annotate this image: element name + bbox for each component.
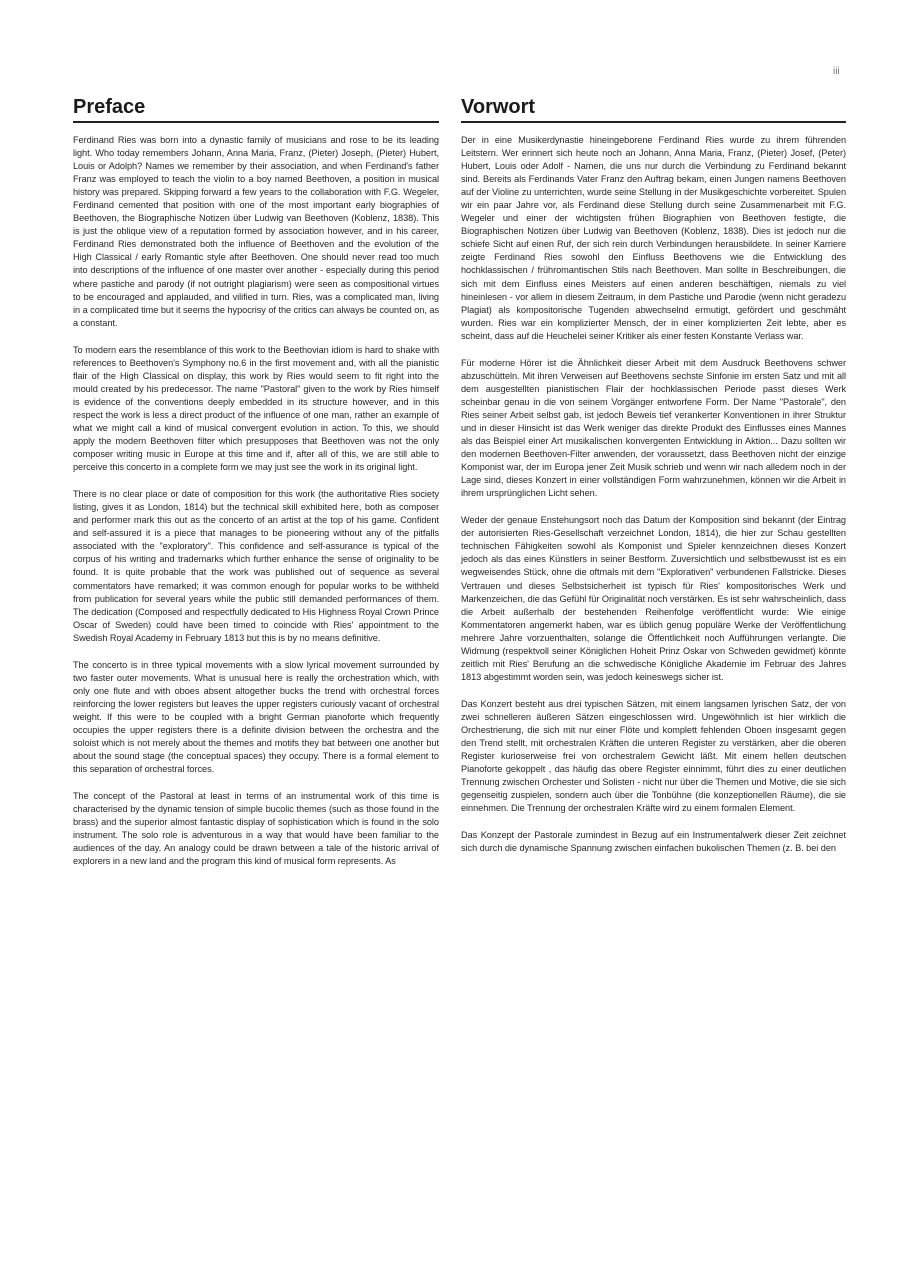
preface-paragraph-2: To modern ears the resemblance of this work to the Beethovian idiom is hard to shake with references to Beethoven's Symphony no.6 in the first movement and, with all the pianistic flair of the High Classical on display, this work by Ries would seem to fit right into the mould created by his predecessor. The name "Pastoral" given to the work by Ries himself is evidence of the conventions deeply embedded in its structure however, and in this respect the work is less a direct product of the influence of one man, rather an example of what we might call a kind of musical convergent evolution in action. To this, we should apply the modern Beethoven filter which presupposes that Beethoven was not the only composer writing music in Europe at this time and if, after all of this, we are still able to perceive this concerto in a complete form we may just see the work in its original light.	[73, 344, 439, 473]
vorwort-paragraph-1: Der in eine Musikerdynastie hineingeborene Ferdinand Ries wurde zu ihrem führenden Leitstern. Wer erinnert sich heute noch an Johann, Anna Maria, Franz, (Pieter) Josef, (Peter) Hubert, Louis oder Adolf - Namen, die uns nur durch die Verbindung zu Ferdinand bekannt sind. Bereits als Ferdinands Vater Franz den Auftrag bekam, einen Jungen namens Beethoven auf der Violine zu unterrichten, wurde seine Stellung in der Musikgeschichte vorbereitet. Spulen wir ein paar Jahre vor, als Ferdinand diese Stellung durch seine Zusammenarbeit mit F.G. Wegeler und einer der wichtigsten frühen Biographien von Beethoven festigte, die Biographischen Notizen über Ludwig van Beethoven (Koblenz, 1838). Dies ist jedoch nur die schiefe Sicht auf einen Ruf, der sich rein durch Verbindungen herausbildete. In seiner Karriere zeigte Ferdinand Ries sowohl den Einfluss Beethovens wie die Entwicklung des hochklassischen / frühromantischen Stils nach Beethoven. Man sollte in Beschreibungen, die sich mit dem Einfluss eines Meisters auf einen anderen beschäftigen, niemals zu viel hineinlesen - vor allem in diesem Zeitraum, in dem Pastiche und Parodie (wenn nicht geradezu Plagiat) als kompositorische Tugenden abwechselnd ermutigt, gefördert und geschmäht wurden. Ries war ein komplizierter Mensch, der in einer komplizierten Zeit lebte, aber es scheint, dass auf die Heuchelei seiner Kritiker als einer festen Konstante Verlass war.	[461, 135, 846, 341]
preface-body	[73, 134, 439, 868]
vorwort-body	[461, 134, 846, 855]
vorwort-column	[461, 96, 846, 869]
vorwort-heading: Vorwort	[461, 96, 846, 123]
vorwort-paragraph-5: Das Konzept der Pastorale zumindest in Bezug auf ein Instrumentalwerk dieser Zeit zeichnet sich durch die dynamische Spannung zwischen einfachen bukolischen Themen (z. B. bei den	[461, 830, 846, 854]
preface-heading: Preface	[73, 96, 439, 123]
preface-paragraph-5: The concept of the Pastoral at least in terms of an instrumental work of this time is characterised by the dynamic tension of simple bucolic themes (such as those found in the brass) and the superior almost fantastic display of sophistication which is found in the solo instrument. The solo role is adventurous in a way that would have been familiar to the audiences of the day. An analogy could be drawn between a tale of the historic arrival of explorers in a new land and the program this kind of musical form represents. As	[73, 791, 439, 867]
vorwort-paragraph-3: Weder der genaue Enstehungsort noch das Datum der Komposition sind bekannt (der Eintrag der autorisierten Ries-Gesellschaft verzeichnet London, 1814), die hier zur Schau gestellten technischen Fähigkeiten sowohl als Komponist und Spieler kennzeichnen dieses Konzert jedoch als das eines Künstlers in seiner Bestform. Zuversichtlich und selbstbewusst ist es ein wegweisendes Stück, ohne die oftmals mit dem "Explorativen" verbundenen Fallstricke. Dieses Vertrauen und dieses Selbstsicherheit ist typisch für Ries' kompositorisches Werk und Markenzeichen, die das Gefühl für Originalität noch verstärken. Es ist sehr wahrscheinlich, dass die Arbeit außerhalb der bestehenden Reihenfolge veröffentlicht wurde: Wie einige Kommentatoren angemerkt haben, war es üblich genug populäre Werke der Veröffentlichung mehrere Jahre vorzuenthalten, solange die Öffentlichkeit noch Aufführungen verlangte. Die Widmung (respektvoll seiner Königlichen Hoheit Prinz Oskar von Schweden gewidmet) könnte zeitlich mit Ries' Berufung an die schwedische Königliche Akademie im Februar des Jahres 1813 abgestimmt worden sein, was jedoch keineswegs sicher ist.	[461, 515, 846, 682]
vorwort-paragraph-2: Für moderne Hörer ist die Ähnlichkeit dieser Arbeit mit dem Ausdruck Beethovens schwer abzuschütteln. Mit ihren Verweisen auf Beethovens sechste Sinfonie im ersten Satz und mit all dem ausgestellten pianistischen Flair der hochklassischen Periode passt dieses Werk scheinbar genau in die von seinem Vorgänger entworfene Form. Der Name "Pastorale", den Ries seiner Arbeit selbst gab, ist jedoch Beweis tief verankerter Konventionen in ihrer Struktur und in dieser Hinsicht ist das Werk weniger das direkte Produkt des Einflusses eines Mannes als das Beispiel einer Art musikalischen konvergenten Entwicklung in Aktion... Dazu sollten wir den modernen Beethoven-Filter anwenden, der voraussetzt, dass Beethoven nicht der einzige Komponist war, der im Europa jener Zeit Musik schrieb und wenn wir nach alledem noch in der Lage sind, dieses Konzert in einer vollständigen Form wahrzunehmen, können wir die Arbeit in ihrem ursprünglichen Licht sehen.	[461, 357, 846, 499]
preface-paragraph-3: There is no clear place or date of composition for this work (the authoritative Ries society listing, gives it as London, 1814) but the technical skill exhibited here, both as composer and performer mark this out as the concerto of an artist at the top of his game. Confident and self-assured it is a piece that manages to be pioneering without any of the pitfalls associated with the "exploratory". This confidence and self-assurance is typical of the corpus of his writing and trademarks which further enhance the sense of originality to be found. It is quite probable that the work was published out of sequence as several commentators have remarked; it was common enough for popular works to be withheld from publication for several years while the public still demanded performances of them. The dedication (Composed and respectfully dedicated to His Highness Royal Crown Prince Oscar of Sweden) could have been timed to coincide with Ries' appointment to the Swedish Royal Academy in February 1813 but this is by no means definitive.	[73, 489, 439, 643]
preface-paragraph-4: The concerto is in three typical movements with a slow lyrical movement surrounded by two faster outer movements. What is unusual here is really the orchestration which, with only one flute and with oboes absent altogether bucks the trend with orchestral forces reinforcing the lower registers but leaves the upper registers curiously vacant of orchestral weight. If this were to be coupled with a bright German pianoforte which frequently occupies the upper registers there is a definite division between the orchestra and the soloist which is not merely about the themes and motifs they bat between one another but about the sound stage (the conceptual spaces) they occupy. There is a formal element to this separation of orchestral forces.	[73, 659, 439, 775]
preface-column	[73, 96, 439, 882]
vorwort-paragraph-4: Das Konzert besteht aus drei typischen Sätzen, mit einem langsamen lyrischen Satz, der von zwei schnelleren äußeren Sätzen eingeschlossen wird. Ungewöhnlich ist hier wirklich die Orchestrierung, die sich mit nur einer Flöte und komplett fehlenden Oboen insgesamt gegen den Trend stellt, mit orchestralen Kräften die unteren Register zu verstärken, aber die oberen Register kurioserweise frei von orchestralem Gewicht läßt. Mit einem hellen deutschen Pianoforte gekoppelt , das häufig das obere Register einnimmt, führt dies zu einer deutlichen Trennung zwischen Orchester und Solisten - nicht nur über die Themen und Motive, die sie sich gegenseitig zuspielen, sondern auch über die Tonbühne (die konzeptionellen Räume), die sie einnehmen. Die Trennung der orchestralen Kräfte wird zu einem formalen Element.	[461, 698, 846, 814]
page-number: iii	[833, 66, 840, 77]
preface-paragraph-1: Ferdinand Ries was born into a dynastic family of musicians and rose to be its leading light. Who today remembers Johann, Anna Maria, Franz, (Pieter) Joseph, (Pieter) Hubert, Louis or Adolph? Names we remember by their association, and when Ferdinand's father Franz was employed to teach the violin to a boy named Beethoven, a position in musical history was prepared. Skipping forward a few years to the collaboration with F.G. Wegeler, Ferdinand cemented that position with one of the most important early biographies of Beethoven, the Biographische Notizen über Ludwig van Beethoven (Koblenz, 1838). This is just the oblique view of a reputation formed by association however, and in his career, Ferdinand Ries demonstrated both the influence of Beethoven and the evolution of the High Classical / early Romantic style after Beethoven. One should never read too much into descriptions of the influence of one master over another - especially during this period where pastiche and parody (if not outright plagiarism) were seen as compositional virtues to be encouraged and applauded, and vilified in turn. Ries, was a complicated man, living in a complicated time but it seems the hypocrisy of the critics can always be counted on, as a constant.	[73, 135, 439, 328]
